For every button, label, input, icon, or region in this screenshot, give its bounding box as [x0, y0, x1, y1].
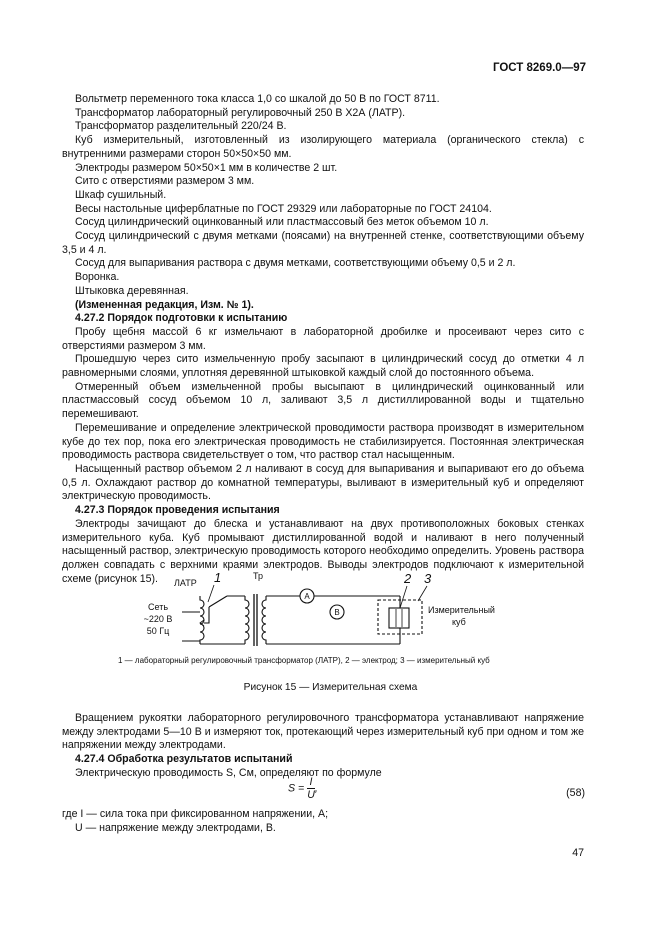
equipment-item: Сосуд цилиндрический с двумя метками (поясами) на внутренней стенке, соответствующими объему 3,5 и 4 л. [62, 230, 584, 256]
where-line: где I — сила тока при фиксированном напряжении, А; [62, 808, 329, 820]
equipment-item: Электроды размером 50×50×1 мм в количестве 2 шт. [75, 161, 338, 174]
transformer-primary-coil [245, 596, 249, 644]
cube-label: куб [452, 617, 466, 627]
paragraph: Электроды зачищают до блеска и устанавливают на двух противоположных боковых стенках измерительного куба. Куб промывают дистиллированной водой и наливают в него полученный насыщенный раствор, электрическую проводимость которого необходимо определить. Уровень раствора должен совпадать с верхними краями электродов. Выводы электродов подключают к измерительной схеме (рисунок 15). [62, 517, 584, 585]
network-label: 50 Гц [146, 626, 170, 636]
section-heading: 4.27.3 Порядок проведения испытания [75, 504, 280, 517]
equipment-list [62, 93, 584, 586]
equipment-item: Шкаф сушильный. [75, 188, 167, 201]
paragraph: Пробу щебня массой 6 кг измельчают в лабораторной дробилке и просеивают через сито с отверстиями размером 3 мм. [62, 325, 584, 352]
cube-label: Измерительный [428, 605, 495, 615]
paragraph: Насыщенный раствор объемом 2 л наливают в сосуд для выпаривания и выпаривают его до объема 0,5 л. Охлаждают раствор до комнатной температуры, выливают в измерительный куб и определяют электрическую проводимость. [62, 462, 584, 503]
marker-3: 3 [424, 571, 432, 586]
network-label: Сеть [147, 602, 169, 612]
transformer-label: Тр [253, 571, 263, 581]
latr-slider [204, 607, 209, 623]
equipment-item: Воронка. [75, 271, 120, 284]
ammeter-label: A [304, 592, 310, 601]
section-heading: 4.27.2 Порядок подготовки к испытанию [75, 312, 288, 325]
text-after-figure [62, 712, 584, 781]
paragraph: Вращением рукоятки лабораторного регулировочного трансформатора устанавливают напряжение между электродами 5—10 В и измеряют ток, протекающий через измерительный куб при одном и том же напряжении между электродами. [62, 712, 584, 752]
figure-legend: 1 — лабораторный регулировочный трансформатор (ЛАТР), 2 — электрод; 3 — измерительный куб [118, 656, 490, 665]
voltmeter-label: B [334, 608, 340, 617]
figure-caption: Рисунок 15 — Измерительная схема [243, 682, 418, 693]
equipment-item: Вольтметр переменного тока класса 1,0 со шкалой до 50 В по ГОСТ 8711. [75, 93, 440, 105]
electrode [389, 608, 409, 628]
equipment-item: Сосуд цилиндрический оцинкованный или пластмассовый без меток объемом 10 л. [75, 216, 489, 229]
equipment-item: Сосуд для выпаривания раствора с двумя метками, соответствующими объему 0,5 и 2 л. [75, 257, 516, 270]
where-line: U — напряжение между электродами, В. [75, 821, 276, 834]
transformer-secondary-coil [262, 596, 266, 644]
paragraph: Отмеренный объем измельченной пробы высыпают в цилиндрический оцинкованный или пластмассовый сосуд объемом 10 л, заливают 3,5 л дистиллированной воды и тщательно перемешивают. [62, 380, 584, 421]
equipment-item: Трансформатор разделительный 220/24 В. [75, 120, 287, 133]
equipment-item: Весы настольные циферблатные по ГОСТ 29329 или лабораторные по ГОСТ 24104. [75, 202, 492, 215]
wire [209, 596, 227, 607]
marker-2: 2 [404, 571, 412, 586]
paragraph: Прошедшую через сито измельченную пробу засыпают в цилиндрический сосуд до отметки 4 л равномерными слоями, уплотняя деревянной штыковкой каждый слой до постоянного объема. [62, 353, 584, 380]
leader-line [418, 586, 427, 601]
page-number: 47 [572, 847, 584, 859]
formula-explanation [62, 808, 584, 835]
paragraph: Перемешивание и определение электрической проводимости раствора производят в измерительном кубе до тех пор, пока его электрическая проводимость не стабилизируется. Постоянная электрическая проводимость раствора свидетельствует о том, что раствор стал насыщенным. [62, 421, 584, 462]
formula-lhs: S = [288, 782, 305, 795]
marker-1: 1 [214, 570, 222, 585]
equipment-item: Трансформатор лабораторный регулировочный 250 В Х2А (ЛАТР). [75, 106, 406, 119]
network-label: ~220 В [143, 614, 173, 624]
paragraph: Электрическую проводимость S, См, определяют по формуле [75, 766, 382, 779]
leader-line [400, 586, 407, 608]
leader-line [208, 585, 214, 602]
section-heading: 4.27.4 Обработка результатов испытаний [75, 753, 293, 766]
equation-number: (58) [566, 787, 585, 799]
equipment-item: Куб измерительный, изготовленный из изолирующего материала (органического стекла) с внутренними размерами сторон 50×50×50 мм. [62, 134, 584, 160]
document-header: ГОСТ 8269.0—97 [492, 62, 586, 74]
revision-note: (Измененная редакция, Изм. № 1). [75, 298, 254, 311]
formula-denominator: U [307, 789, 315, 801]
formula-numerator: I [307, 776, 315, 789]
circuit-diagram [130, 568, 530, 654]
formula-tail: , [314, 782, 318, 795]
equipment-item: Штыковка деревянная. [75, 284, 189, 297]
formula-fraction [307, 776, 315, 801]
equipment-item: Сито с отверстиями размером 3 мм. [75, 175, 255, 188]
formula [288, 776, 318, 801]
latr-label: ЛАТР [174, 578, 197, 588]
